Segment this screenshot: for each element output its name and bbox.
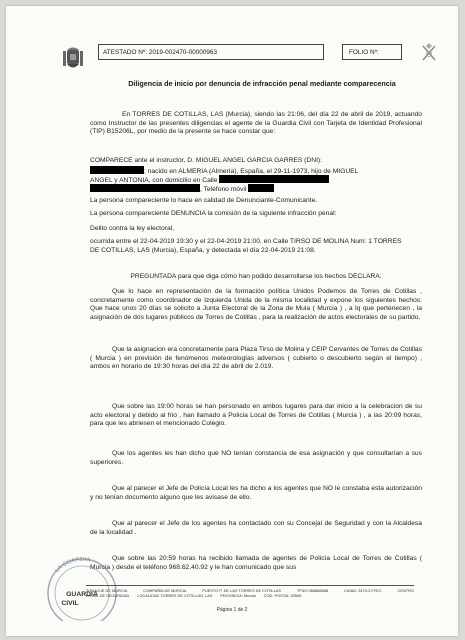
document-title: Diligencia de inicio por denuncia de infracción penal mediante comparecencia bbox=[128, 79, 396, 88]
redaction-address bbox=[219, 175, 329, 183]
footer-compania: COMPAÑÍA DE MURCIA bbox=[143, 588, 187, 593]
redaction-dni bbox=[90, 166, 144, 174]
comparece-line-4 bbox=[90, 184, 430, 195]
declaration-paragraph-7: Que sobre las 20:59 horas ha recibido llamada de agentes de Policía Local de Torres de Cotillas ( Murcia ) desde el teléfono 968.62.40.92 y le han comunicado que sus bbox=[90, 555, 422, 571]
footer-row-2 bbox=[86, 593, 414, 598]
svg-text:LA GUARDIA bbox=[54, 557, 90, 574]
calidad-line: La persona compareciente lo hace en calidad de Denunciante-Comunicante. bbox=[90, 197, 318, 204]
intro-paragraph: En TORRES DE COTILLAS, LAS (Murcia), siendo las 21:06, del día 22 de abril de 2019, actuando como Instructor de las presentes diligencias el agente de la Guardia Civil con Tarjeta de Identidad Profesional (TIP) B15206L, por medio de la presente se hace constar que: bbox=[90, 111, 422, 136]
declaration-paragraph-5: Que al parecer el Jefe de Policía Local les ha dicho a los agentes que NO le constaba esta autorización y no tenían documento alguno que les avisase de ello. bbox=[90, 485, 422, 501]
spain-coat-of-arms-icon bbox=[62, 44, 84, 72]
document-footer bbox=[86, 585, 414, 598]
folio-number: FOLIO Nº: bbox=[342, 44, 402, 60]
declaration-paragraph-6: Que al parecer el Jefe de los agentes ha contactado con su Concejal de Seguridad y con la Alcaldesa de la localidad . bbox=[90, 520, 422, 536]
redaction-address-2 bbox=[90, 184, 200, 192]
atestado-number: ATESTADO Nº: 2019-002470-00000963 bbox=[98, 44, 324, 60]
delito-line: Delito contra la ley electoral, bbox=[90, 225, 175, 232]
document-page bbox=[6, 6, 458, 636]
footer-cidad: CIDAD: 2470-27/YEC bbox=[343, 588, 382, 593]
denuncia-line: La persona compareciente DENUNCIA la comisión de la siguiente infracción penal: bbox=[90, 210, 337, 217]
stamp-text-line-2: CIVIL bbox=[61, 600, 79, 607]
declaration-paragraph-4: Que los agentes les han dicho que NO tenían constancia de esa asignación y que consultarían a sus superiores. bbox=[90, 450, 422, 466]
comparece-birth-text: ; nacido en ALMERIA (Almería), España, el 29-11-1973, hijo de MIGUEL bbox=[144, 168, 359, 175]
footer-localidad: LOCALIDAD TORRES DE COTILLAS, LAS bbox=[137, 593, 213, 598]
declaration-paragraph-2: Que la asignacion era concretamente para Plaza Tirso de Molina y CEIP Cervantes de Torres de Cotillas ( Murcia ) en previsión de fenómenos meteorologías adversos ( cubierto o descubierto según el tiempo) , ambos en horario de 19:30 horas del día 22 de abril de 2.019. bbox=[90, 346, 422, 371]
stamp-arc-text: LA GUARDIA bbox=[54, 556, 91, 574]
comparece-phone-text: , Teléfono móvil bbox=[200, 186, 247, 193]
footer-local: LOCAL DE SEGURIDAD bbox=[86, 593, 130, 598]
declaration-paragraph-1: Que lo hace en representación de la formación política Unidos Podemos de Torres de Cotillas , concretamente como coordinador de Izquierda Unida de la misma localidad y expone los siguientes hechos: Que hace unos 20 días se solicito a Junta Electoral de la Zona de Mula ( Murcia ) , a lq que pertenecen , la asignación de dos lugares públicos de Torres de Cotillas , para la realización de actos electorales de su partido. bbox=[90, 288, 422, 322]
footer-puesto: PUESTO P. DE LAS TORRES DE COTILLAS bbox=[202, 588, 281, 593]
ocurrida-paragraph: ocurrida entre el 22-04-2019 19:30 y el 22-04-2019 21:00, en Calle TIRSO DE MOLINA Num: 1 TORRES DE COTILLAS, LAS (Murcia), España, y detectada el día 22-04-2019 21:08. bbox=[90, 238, 402, 254]
guardia-civil-emblem-icon bbox=[420, 42, 438, 64]
page-number: Página 1 de 2 bbox=[216, 607, 248, 613]
footer-provincia: PROVINCIA: Murcia bbox=[220, 593, 256, 598]
declaration-paragraph-3: Que sobre las 19:00 horas se han personado en ambos lugares para dar inicio a la celebracion de su acto electoral y debido al frio , han llamado a Policia Local de Torres de Cotillas ( Murcia ) , a las 20:09 horas, para que les abriesen el mencionado Colegio. bbox=[90, 403, 422, 428]
comparece-address-text: ANGEL y ANTONIA, con domicilio en Calle bbox=[90, 177, 218, 184]
redaction-phone bbox=[248, 184, 274, 192]
footer-zona: ZONA/CIE DE MURCIA bbox=[86, 588, 128, 593]
footer-centro: CENTRO bbox=[397, 588, 414, 593]
stamp-text-line-1: GUARDIA bbox=[66, 591, 98, 598]
footer-postal: COD. POSTAL 30565 bbox=[263, 593, 302, 598]
footer-phone: TFNO 968888888 bbox=[296, 588, 329, 593]
comparece-line-1: COMPARECE ante el instructor, D. MIGUEL ANGEL GARCIA GARRES (DNI): bbox=[90, 157, 323, 164]
preguntada-line: PREGUNTADA para que diga cómo han podido desarrollarse los hechos DECLARA: bbox=[130, 273, 382, 280]
